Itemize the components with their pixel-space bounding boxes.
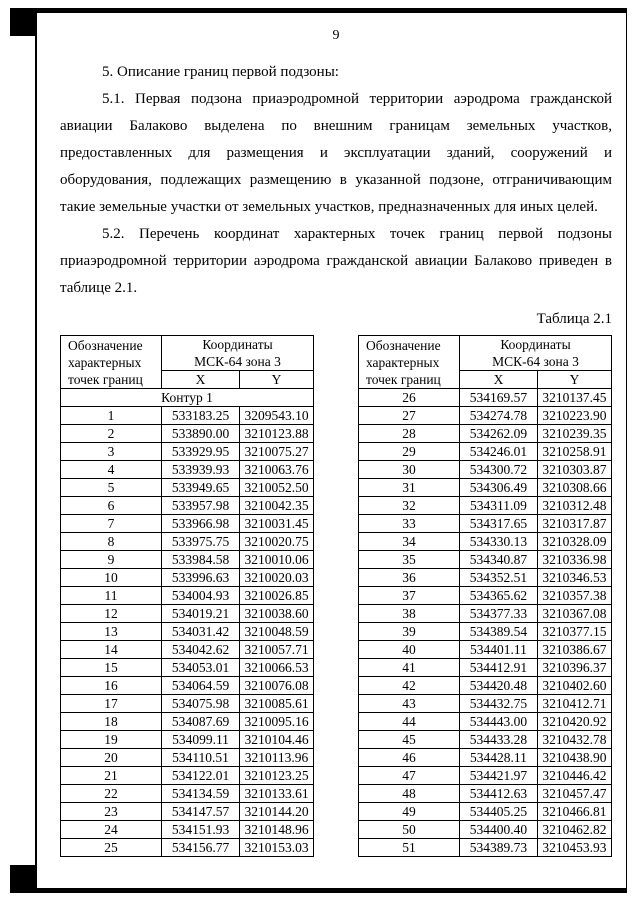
table-cell: 3210258.91 xyxy=(537,443,611,461)
table-cell: 29 xyxy=(358,443,459,461)
table-row xyxy=(358,641,611,659)
table-body-right xyxy=(358,389,611,857)
table-cell: 3210144.20 xyxy=(240,803,314,821)
table-cell: 46 xyxy=(358,749,459,767)
table-cell: 534432.75 xyxy=(459,695,537,713)
table-cell: 15 xyxy=(61,659,162,677)
table-cell: 3210453.93 xyxy=(537,839,611,857)
paragraph-heading-5: 5. Описание границ первой подзоны: xyxy=(102,64,339,80)
table-row xyxy=(61,641,314,659)
table-cell: 49 xyxy=(358,803,459,821)
table-cell: 16 xyxy=(61,677,162,695)
table-cell: 534365.62 xyxy=(459,587,537,605)
table-cell: 534443.00 xyxy=(459,713,537,731)
coords-header-line1: Координаты xyxy=(500,337,571,352)
frame-bottom-bar xyxy=(10,888,627,893)
table-cell: 3210137.45 xyxy=(537,389,611,407)
table-cell: 3210020.75 xyxy=(240,533,314,551)
table-cell: 17 xyxy=(61,695,162,713)
table-cell: 534412.63 xyxy=(459,785,537,803)
table-row xyxy=(358,659,611,677)
table-cell: 534401.11 xyxy=(459,641,537,659)
table-cell: 3210038.60 xyxy=(240,605,314,623)
table-cell: 33 xyxy=(358,515,459,533)
table-cell: 534405.25 xyxy=(459,803,537,821)
table-cell: 12 xyxy=(61,605,162,623)
table-cell: 534311.09 xyxy=(459,497,537,515)
table-row xyxy=(358,479,611,497)
frame-left-line xyxy=(35,8,37,893)
table-cell: 3210457.47 xyxy=(537,785,611,803)
table-cell: 533939.93 xyxy=(162,461,240,479)
table-cell: 3210466.81 xyxy=(537,803,611,821)
table-cell: 534306.49 xyxy=(459,479,537,497)
table-cell: 21 xyxy=(61,767,162,785)
table-cell: 36 xyxy=(358,569,459,587)
table-cell: 3210104.46 xyxy=(240,731,314,749)
table-row xyxy=(358,821,611,839)
table-cell: 3210438.90 xyxy=(537,749,611,767)
table-row xyxy=(61,479,314,497)
table-cell: 3210377.15 xyxy=(537,623,611,641)
table-row xyxy=(61,407,314,425)
table-cell: 534042.62 xyxy=(162,641,240,659)
table-cell: 3210133.61 xyxy=(240,785,314,803)
table-cell: 534147.57 xyxy=(162,803,240,821)
table-cell: 3210462.82 xyxy=(537,821,611,839)
table-cell: 533949.65 xyxy=(162,479,240,497)
table-cell: 533890.00 xyxy=(162,425,240,443)
table-cell: 13 xyxy=(61,623,162,641)
table-cell: 534389.73 xyxy=(459,839,537,857)
table-cell: 534064.59 xyxy=(162,677,240,695)
table-cell: 533929.95 xyxy=(162,443,240,461)
table-row xyxy=(61,803,314,821)
table-cell: 3210057.71 xyxy=(240,641,314,659)
table-row xyxy=(61,623,314,641)
table-row xyxy=(358,767,611,785)
table-cell: 3210010.06 xyxy=(240,551,314,569)
table-cell: 19 xyxy=(61,731,162,749)
table-row xyxy=(358,533,611,551)
table-cell: 5 xyxy=(61,479,162,497)
table-row xyxy=(358,443,611,461)
table-cell: 3210303.87 xyxy=(537,461,611,479)
table-cell: 43 xyxy=(358,695,459,713)
table-cell: 47 xyxy=(358,767,459,785)
table-row xyxy=(61,587,314,605)
table-cell: 45 xyxy=(358,731,459,749)
table-row xyxy=(358,623,611,641)
table-cell: 48 xyxy=(358,785,459,803)
col-header-coordinates xyxy=(162,336,314,371)
table-row xyxy=(358,425,611,443)
table-cell: 28 xyxy=(358,425,459,443)
table-cell: 30 xyxy=(358,461,459,479)
table-row xyxy=(61,785,314,803)
table-cell: 20 xyxy=(61,749,162,767)
table-row xyxy=(61,551,314,569)
table-row xyxy=(358,605,611,623)
table-row xyxy=(358,407,611,425)
table-cell: 534087.69 xyxy=(162,713,240,731)
table-cell: 3210223.90 xyxy=(537,407,611,425)
table-row xyxy=(61,497,314,515)
table-body-left xyxy=(61,389,314,857)
table-cell: 51 xyxy=(358,839,459,857)
table-cell: 533183.25 xyxy=(162,407,240,425)
table-cell: 8 xyxy=(61,533,162,551)
table-row xyxy=(358,551,611,569)
table-cell: 3210095.16 xyxy=(240,713,314,731)
contour-label: Контур 1 xyxy=(61,389,314,407)
table-cell: 534421.97 xyxy=(459,767,537,785)
table-cell: 41 xyxy=(358,659,459,677)
table-cell: 7 xyxy=(61,515,162,533)
table-cell: 3 xyxy=(61,443,162,461)
frame-top-bar xyxy=(10,8,627,13)
table-cell: 4 xyxy=(61,461,162,479)
table-row xyxy=(358,461,611,479)
table-row xyxy=(358,803,611,821)
table-cell: 3210113.96 xyxy=(240,749,314,767)
table-cell: 533966.98 xyxy=(162,515,240,533)
table-cell: 534389.54 xyxy=(459,623,537,641)
table-cell: 3210123.25 xyxy=(240,767,314,785)
table-cell: 534019.21 xyxy=(162,605,240,623)
table-cell: 3210367.08 xyxy=(537,605,611,623)
table-cell: 533957.98 xyxy=(162,497,240,515)
coords-header-line2: МСК-64 зона 3 xyxy=(194,354,281,369)
table-row xyxy=(358,569,611,587)
table-cell: 27 xyxy=(358,407,459,425)
table-row xyxy=(358,839,611,857)
table-row xyxy=(61,659,314,677)
table-cell: 534420.48 xyxy=(459,677,537,695)
table-row xyxy=(358,713,611,731)
table-row xyxy=(61,569,314,587)
table-row xyxy=(358,677,611,695)
table-cell: 22 xyxy=(61,785,162,803)
table-cell: 3210153.03 xyxy=(240,839,314,857)
paragraph-5-1: 5.1. Первая подзона приаэродромной территории аэродрома гражданской авиации Балаково выделена по внешним границам земельных участков, предоставленных для размещения и эксплуатации зданий, сооружений и оборудования, подлежащих размещению в указанной подзоне, отграничивающим такие земельные участки от земельных участков, предназначенных для иных целей. xyxy=(60,91,612,215)
col-header-designation: Обозначение характерных точек границ xyxy=(61,336,162,389)
table-cell: 3210075.27 xyxy=(240,443,314,461)
table-row xyxy=(61,767,314,785)
table-cell: 3210052.50 xyxy=(240,479,314,497)
col-header-x: X xyxy=(162,371,240,389)
col-header-designation: Обозначение характерных точек границ xyxy=(358,336,459,389)
table-cell: 534004.93 xyxy=(162,587,240,605)
table-cell: 534110.51 xyxy=(162,749,240,767)
table-cell: 3210239.35 xyxy=(537,425,611,443)
table-row xyxy=(358,695,611,713)
table-cell: 3210317.87 xyxy=(537,515,611,533)
col-header-y: Y xyxy=(240,371,314,389)
table-cell: 3210357.38 xyxy=(537,587,611,605)
table-row xyxy=(61,443,314,461)
table-cell: 534274.78 xyxy=(459,407,537,425)
table-cell: 3210402.60 xyxy=(537,677,611,695)
table-cell: 18 xyxy=(61,713,162,731)
table-cell: 534317.65 xyxy=(459,515,537,533)
table-cell: 38 xyxy=(358,605,459,623)
table-cell: 1 xyxy=(61,407,162,425)
coords-table-right xyxy=(358,335,612,857)
table-cell: 24 xyxy=(61,821,162,839)
table-cell: 42 xyxy=(358,677,459,695)
table-cell: 3210048.59 xyxy=(240,623,314,641)
table-cell: 6 xyxy=(61,497,162,515)
table-row xyxy=(358,389,611,407)
table-cell: 533984.58 xyxy=(162,551,240,569)
table-cell: 39 xyxy=(358,623,459,641)
table-cell: 23 xyxy=(61,803,162,821)
table-cell: 534151.93 xyxy=(162,821,240,839)
table-row xyxy=(61,515,314,533)
table-cell: 37 xyxy=(358,587,459,605)
table-cell: 3210412.71 xyxy=(537,695,611,713)
table-row xyxy=(61,605,314,623)
table-cell: 26 xyxy=(358,389,459,407)
table-cell: 534262.09 xyxy=(459,425,537,443)
table-cell: 3210020.03 xyxy=(240,569,314,587)
table-cell: 534122.01 xyxy=(162,767,240,785)
table-cell: 534031.42 xyxy=(162,623,240,641)
page-content xyxy=(60,28,612,857)
table-cell: 534400.40 xyxy=(459,821,537,839)
table-row xyxy=(61,461,314,479)
table-row xyxy=(61,731,314,749)
table-row xyxy=(358,731,611,749)
table-cell: 3210308.66 xyxy=(537,479,611,497)
table-header-row xyxy=(358,336,611,371)
col-header-x: X xyxy=(459,371,537,389)
table-row xyxy=(61,749,314,767)
table-cell: 534246.01 xyxy=(459,443,537,461)
table-caption: Таблица 2.1 xyxy=(536,311,612,327)
table-cell: 534169.57 xyxy=(459,389,537,407)
table-cell: 3210031.45 xyxy=(240,515,314,533)
table-cell: 534412.91 xyxy=(459,659,537,677)
table-row xyxy=(61,713,314,731)
page-number: 9 xyxy=(332,28,340,43)
table-cell: 533996.63 xyxy=(162,569,240,587)
table-cell: 50 xyxy=(358,821,459,839)
coords-table-left xyxy=(60,335,314,857)
table-cell: 2 xyxy=(61,425,162,443)
table-cell: 32 xyxy=(358,497,459,515)
table-cell: 534340.87 xyxy=(459,551,537,569)
table-row xyxy=(358,785,611,803)
table-cell: 10 xyxy=(61,569,162,587)
table-cell: 3210346.53 xyxy=(537,569,611,587)
table-cell: 3210312.48 xyxy=(537,497,611,515)
table-cell: 3210148.96 xyxy=(240,821,314,839)
col-header-y: Y xyxy=(537,371,611,389)
table-cell: 3210328.09 xyxy=(537,533,611,551)
table-cell: 3210396.37 xyxy=(537,659,611,677)
table-cell: 534075.98 xyxy=(162,695,240,713)
table-cell: 534330.13 xyxy=(459,533,537,551)
paragraph-5-2: 5.2. Перечень координат характерных точек границ первой подзоны приаэродромной территории аэродрома гражданской авиации Балаково приведен в таблице 2.1. xyxy=(60,226,612,296)
col-header-coordinates xyxy=(459,336,611,371)
table-cell: 534156.77 xyxy=(162,839,240,857)
table-cell: 3210063.76 xyxy=(240,461,314,479)
table-cell: 3210432.78 xyxy=(537,731,611,749)
table-row xyxy=(61,695,314,713)
table-cell: 11 xyxy=(61,587,162,605)
table-header-row xyxy=(61,336,314,371)
table-cell: 35 xyxy=(358,551,459,569)
table-cell: 3210123.88 xyxy=(240,425,314,443)
table-row xyxy=(61,821,314,839)
table-row xyxy=(61,677,314,695)
table-cell: 534099.11 xyxy=(162,731,240,749)
table-cell: 3210336.98 xyxy=(537,551,611,569)
table-cell: 31 xyxy=(358,479,459,497)
table-row xyxy=(61,839,314,857)
table-cell: 9 xyxy=(61,551,162,569)
table-cell: 44 xyxy=(358,713,459,731)
table-cell: 3210066.53 xyxy=(240,659,314,677)
table-row xyxy=(61,533,314,551)
table-cell: 534134.59 xyxy=(162,785,240,803)
table-cell: 3209543.10 xyxy=(240,407,314,425)
table-cell: 14 xyxy=(61,641,162,659)
table-cell: 534377.33 xyxy=(459,605,537,623)
table-cell: 34 xyxy=(358,533,459,551)
table-cell: 533975.75 xyxy=(162,533,240,551)
table-cell: 3210085.61 xyxy=(240,695,314,713)
table-cell: 3210026.85 xyxy=(240,587,314,605)
table-cell: 3210420.92 xyxy=(537,713,611,731)
table-cell: 534053.01 xyxy=(162,659,240,677)
frame-right-line xyxy=(626,8,627,893)
contour-row xyxy=(61,389,314,407)
table-cell: 25 xyxy=(61,839,162,857)
table-cell: 3210076.08 xyxy=(240,677,314,695)
table-row xyxy=(358,749,611,767)
table-cell: 534300.72 xyxy=(459,461,537,479)
coords-header-line1: Координаты xyxy=(202,337,273,352)
table-cell: 3210042.35 xyxy=(240,497,314,515)
coords-header-line2: МСК-64 зона 3 xyxy=(492,354,579,369)
table-row xyxy=(61,425,314,443)
table-cell: 40 xyxy=(358,641,459,659)
table-cell: 534428.11 xyxy=(459,749,537,767)
coordinate-tables xyxy=(60,335,612,857)
table-cell: 534433.28 xyxy=(459,731,537,749)
table-row xyxy=(358,515,611,533)
table-cell: 3210386.67 xyxy=(537,641,611,659)
table-cell: 534352.51 xyxy=(459,569,537,587)
table-row xyxy=(358,497,611,515)
table-row xyxy=(358,587,611,605)
table-cell: 3210446.42 xyxy=(537,767,611,785)
